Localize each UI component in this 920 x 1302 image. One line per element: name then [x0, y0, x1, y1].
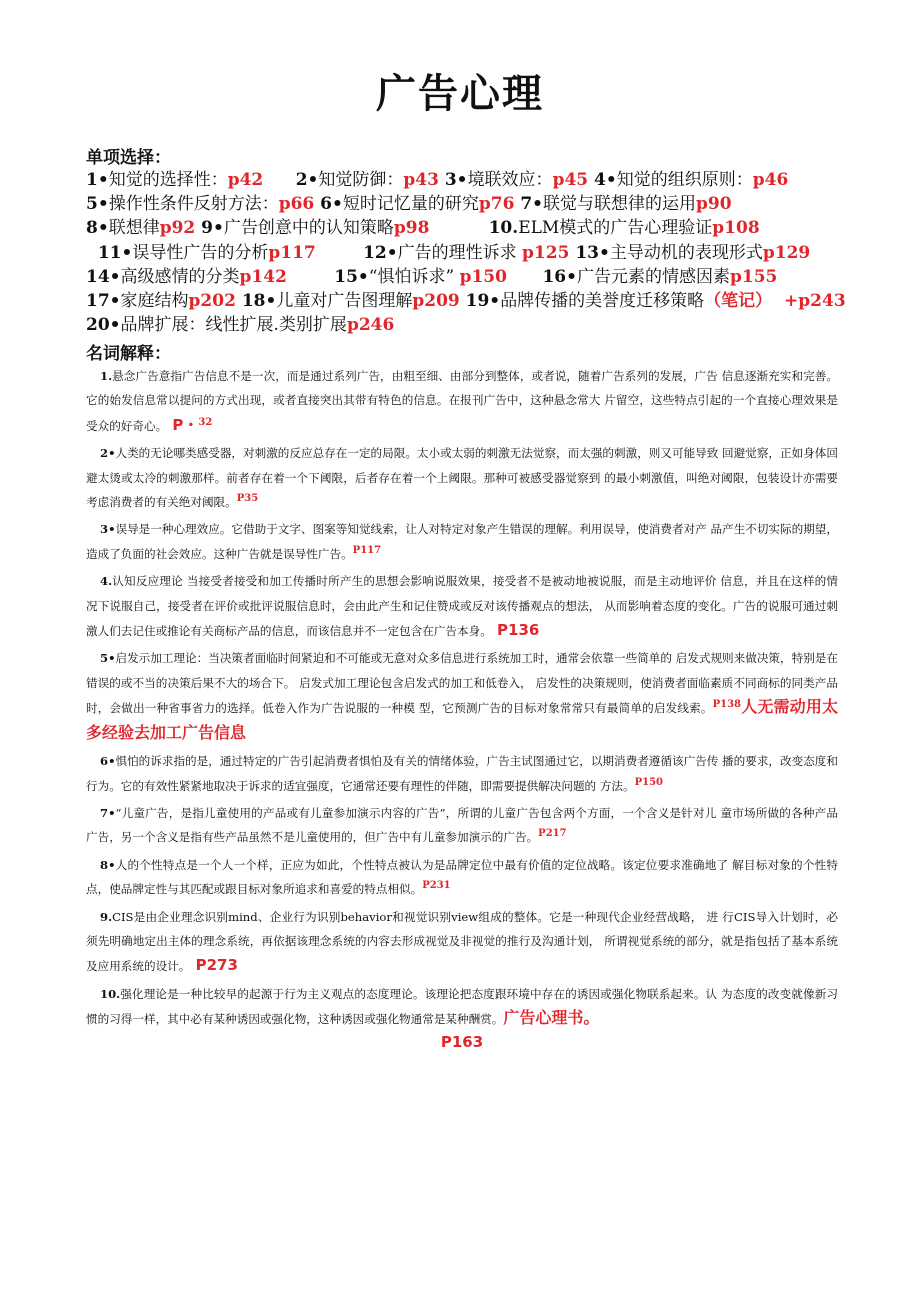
item-text: 境联效应： — [467, 170, 553, 190]
item-number: 3• — [438, 170, 468, 190]
page-ref: p92 — [159, 218, 196, 239]
item-text: 误导性广告的分析 — [132, 242, 269, 263]
definition-number: 1. — [100, 369, 113, 383]
page-ref: P・ — [167, 415, 199, 434]
handwritten-note: 广告心理书。 — [503, 1008, 600, 1028]
item-number: 9• — [195, 218, 224, 239]
item-text: 知觉的选择性： — [108, 170, 228, 190]
page-ref: P273 — [190, 956, 238, 975]
item-text: 广告元素的情感因素 — [577, 266, 730, 287]
page-ref: p90 — [696, 194, 732, 215]
section-heading-definitions: 名词解释： — [86, 344, 171, 364]
definition-number: 6• — [100, 754, 116, 769]
page-ref: P35 — [236, 493, 259, 505]
item-text: 联想律 — [108, 218, 160, 239]
item-number: 5• — [86, 194, 109, 215]
choice-line — [86, 241, 846, 265]
definition-text: 误导是一种心理效应。它借助于文字、图案等知觉线索，让人对特定对象产生错误的理解。利用误导，使消费者对产 品产生不切实际的期望，造成了负面的社会效应。这种广告就是误导性广告。 — [86, 522, 838, 561]
page-ref: p142 — [239, 266, 287, 287]
page-ref: p209 — [412, 291, 460, 312]
page-ref: （笔记） — [704, 291, 773, 312]
definition-text: 惧怕的诉求指的是，通过特定的广告引起消费者惧怕及有关的情绪体验，广告主试图通过它，以期消费者遵循该广告传 播的要求，改变态度和行为。它的有效性紧紧地取决于诉求的适宜强度，它通常还要有理性的伴随，即需要提供解决问题的 方法。 — [86, 754, 838, 793]
definition-number: 7• — [100, 805, 116, 820]
definition-item — [86, 853, 838, 902]
definition-text: “儿童广告，是指儿童使用的产品或有儿童参加演示内容的广告”，所谓的儿童广告包含两个方面，一个含义是针对儿 童市场所做的各种产品广告，另一个含义是指有些产品虽然不是儿童使用的，但广告中有儿童参加演示的广告。 — [86, 805, 838, 845]
item-text: 联觉与联想律的运用 — [543, 194, 697, 215]
definition-item — [86, 905, 838, 979]
section-heading-single-choice: 单项选择： — [86, 148, 171, 168]
item-number: 16• — [506, 266, 577, 287]
choice-line — [86, 168, 846, 192]
page-ref: p125 — [522, 242, 570, 263]
definition-text: 启发示加工理论：当决策者面临时间紧迫和不可能或无意对众多信息进行系统加工时，通常会依靠一些简单的 启发式规则来做决策，特别是在错误的或不当的决策后果不大的场合下。 启发式加工理论包含启发式的加工和低卷入， 启发性的决策规则，使消费者面临素质不同商标的同类产品时，会做出一种省事省力的选择。低卷入作为广告说服的一种模 型，它预测广告的目标对象常常只有最简单的启发线索。 — [86, 651, 838, 716]
page-ref: p43 — [403, 170, 439, 190]
page-ref: p98 — [393, 218, 430, 239]
item-number: 13• — [569, 242, 610, 263]
item-number: 6• — [314, 194, 343, 215]
definition-item — [86, 517, 838, 566]
choice-line — [86, 265, 846, 289]
item-text: 短时记忆量的研究 — [342, 194, 479, 215]
item-number: 10. — [429, 218, 519, 239]
item-text: 广告创意中的认知策略 — [223, 218, 394, 239]
item-number: 12• — [315, 242, 398, 263]
definition-number: 5• — [100, 651, 116, 666]
item-number: 4• — [588, 170, 617, 190]
item-text: “惧怕诉求” — [368, 266, 460, 287]
definition-item — [86, 749, 838, 798]
page-title: 广告心理 — [376, 70, 544, 117]
definition-item — [86, 982, 838, 1032]
page-ref-sup: 32 — [198, 416, 213, 428]
item-text: ELM模式的广告心理验证 — [518, 218, 713, 239]
definition-number: 9. — [100, 909, 113, 924]
choice-line — [86, 289, 846, 313]
item-number: 17• — [86, 291, 121, 312]
page-ref: p202 — [188, 291, 236, 312]
page-ref: P138 — [712, 699, 742, 711]
definition-number: 8• — [100, 857, 116, 872]
page-ref: p108 — [712, 218, 760, 239]
item-number: 7• — [514, 194, 544, 215]
page-ref: +p243 — [772, 291, 846, 312]
item-text: 高级感情的分类 — [120, 266, 240, 287]
page-ref: p155 — [730, 266, 778, 287]
page-ref: p46 — [752, 170, 789, 190]
choice-list — [86, 168, 846, 337]
item-number: 8• — [86, 218, 109, 239]
page-ref: P136 — [491, 621, 540, 640]
page-ref: p45 — [552, 170, 589, 190]
item-text: 广告的理性诉求 — [397, 242, 523, 263]
definition-text: 人类的无论哪类感受器，对刺激的反应总存在一定的局限。太小或太弱的刺激无法觉察，而太强的刺激，则又可能导致 回避觉察，正如身体回避太烫或太冷的刺激那样。前者存在着一个下阈限，后者存在着一个上阈限。那种可被感受器觉察到 的最小刺激值，叫绝对阈限，包装设计亦需要考虑消费者的有关绝对阈限。 — [86, 446, 838, 510]
item-number: 18• — [235, 291, 277, 312]
definition-text: 悬念广告意指广告信息不是一次，而是通过系列广告，由粗至细、由部分到整体，或者说，随着广告系列的发展，广告 信息逐渐充实和完善。它的始发信息常以提问的方式出现，或者直接突出其带有特色的信息。在报刊广告中，这种悬念常大 片留空，这些特点引起的一个直接心理效果是受众的好奇心。 — [86, 369, 838, 433]
item-number: 19• — [459, 291, 501, 312]
page-ref: p76 — [478, 194, 515, 215]
definition-text: 强化理论是一种比较早的起源于行为主义观点的态度理论。该理论把态度跟环境中存在的诱因或强化物联系起来。认 为态度的改变就像新习惯的习得一样，其中必有某种诱因或强化物，这种诱因或强化物通常是某种酬赏。 — [86, 986, 838, 1027]
page-ref: p117 — [268, 242, 316, 263]
definition-number: 10. — [100, 986, 121, 1001]
item-text: 知觉的组织原则： — [616, 170, 753, 190]
item-number: 1• — [86, 170, 109, 190]
item-text: 主导动机的表现形式 — [609, 242, 763, 263]
definition-item — [86, 364, 838, 438]
definition-item — [86, 441, 838, 514]
page-ref: p129 — [762, 242, 811, 263]
item-text: 儿童对广告图理解 — [276, 291, 413, 312]
definition-item — [86, 646, 838, 746]
page-ref: P217 — [538, 828, 567, 840]
choice-line — [86, 192, 846, 216]
definition-number: 4. — [100, 574, 113, 589]
handwritten-note: 人无需动用太多经验去加工广告信息 — [86, 697, 838, 742]
item-number: 20• — [86, 315, 121, 336]
item-number: 2• — [295, 170, 319, 190]
item-number: 11• — [86, 242, 133, 263]
item-text — [263, 170, 295, 190]
item-text: 家庭结构 — [120, 291, 189, 312]
page-ref: P163 — [440, 1032, 484, 1051]
page-ref: P117 — [352, 544, 382, 556]
definition-number: 3• — [100, 522, 116, 537]
item-text: 品牌扩展：线性扩展.类别扩展 — [120, 315, 347, 336]
item-text: 知觉防御： — [318, 170, 404, 190]
definition-text: CIS是由企业理念识别mind、企业行为识别behavior和视觉识别view组成的整体。它是一种现代企业经营战略， 进 行CIS导入计划时，必须先明确地定出主体的理念系统，再依据该理念系统的内容去形成视觉及非视觉的推行及沟通计划， 所谓视觉系统的部分，就是指包括了基本系统及应用系统的设计。 — [86, 909, 838, 974]
page-ref: P231 — [422, 880, 451, 892]
page-ref: p66 — [278, 194, 315, 215]
definition-list — [86, 364, 838, 1054]
page-ref: p150 — [459, 266, 507, 287]
definition-number: 2• — [100, 446, 116, 461]
definition-item — [86, 569, 838, 643]
item-text: 品牌传播的美誉度迁移策略 — [500, 291, 705, 312]
item-text: 操作性条件反射方法： — [108, 194, 279, 215]
definition-item — [86, 801, 838, 850]
definition-text: 认知反应理论 当接受者接受和加工传播时所产生的思想会影响说服效果，接受者不是被动地被说服，而是主动地评价 信息，并且在这样的情况下说服自己，接受者在评价或批评说服信息时，会由此产生和记住赞成或反对该传播观点的想法， 从而影响着态度的变化。广告的说服可通过刺激人们去记住或推论有关商标产品的信息，而该信息并不一定包含在广告本身。 — [86, 574, 838, 639]
definition-text: 人的个性特点是一个人一个样，正应为如此，个性特点被认为是品牌定位中最有价值的定位战略。该定位要求准确地了 解目标对象的个性特点，使品牌定性与其匹配或跟目标对象所追求和喜爱的特点相似。 — [86, 857, 838, 897]
choice-line — [86, 313, 846, 337]
page-ref: p42 — [227, 170, 264, 190]
choice-line — [86, 216, 846, 240]
item-number: 15• — [286, 266, 369, 287]
page-ref: p246 — [346, 315, 395, 336]
page-ref: P150 — [634, 776, 664, 788]
item-number: 14• — [86, 266, 121, 287]
